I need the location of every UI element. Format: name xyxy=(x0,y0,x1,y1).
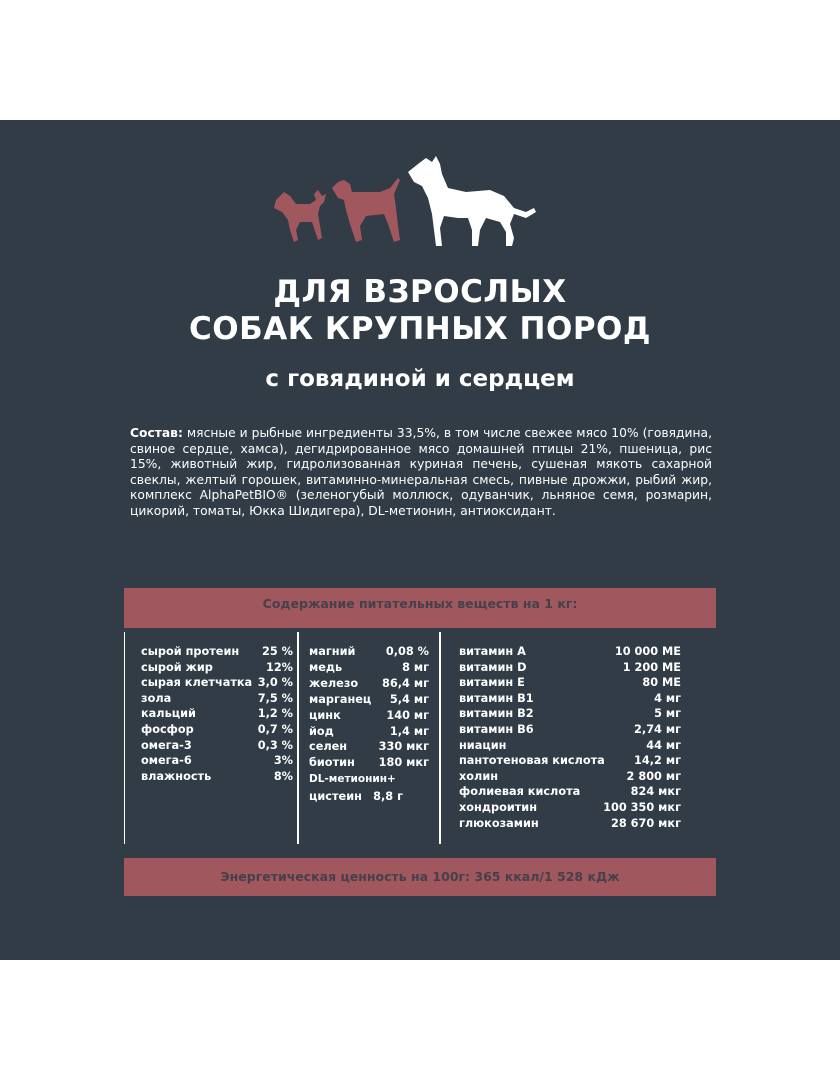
nutrient-value: 14,2 мг xyxy=(634,754,681,768)
subtitle: с говядиной и сердцем xyxy=(265,366,575,392)
nutrient-row xyxy=(141,753,293,769)
nutrient-value: 0,08 % xyxy=(385,645,429,658)
title-line-1: ДЛЯ ВЗРОСЛЫХ xyxy=(273,274,567,310)
nutrient-name: цистеин xyxy=(309,790,362,804)
nutrient-value: 0,3 % xyxy=(257,738,293,752)
nutrient-row xyxy=(309,708,429,724)
nutrient-value: 80 МЕ xyxy=(642,676,681,690)
nutrient-row xyxy=(309,644,429,660)
dog-silhouettes xyxy=(268,152,538,252)
nutrient-value: 100 350 мкг xyxy=(603,801,681,814)
nutrient-name: витамин А xyxy=(459,645,526,658)
small-dog-icon xyxy=(274,190,326,242)
nutrients-column-1 xyxy=(125,632,299,844)
nutrient-name: хондроитин xyxy=(459,801,538,814)
nutrient-name: сырой жир xyxy=(141,660,213,674)
nutrient-value: 2,74 мг xyxy=(634,723,681,736)
nutrient-name: сырая клетчатка xyxy=(141,676,253,690)
nutrient-value: 0,7 % xyxy=(257,723,293,736)
nutrient-name: глюкозамин xyxy=(459,816,539,830)
nutrient-name: кальций xyxy=(141,707,196,721)
nutrient-row xyxy=(141,706,293,722)
nutrients-table xyxy=(124,632,717,844)
nutrient-name: влажность xyxy=(141,769,212,783)
nutrient-row xyxy=(459,816,681,832)
nutrient-row xyxy=(309,724,429,740)
nutrients-header-bar: Содержание питательных веществ на 1 кг: xyxy=(124,588,716,628)
nutrient-name: витамин В1 xyxy=(459,691,534,705)
nutrient-row xyxy=(459,675,681,691)
nutrient-name: сырой протеин xyxy=(141,645,240,658)
nutrient-row xyxy=(141,722,293,738)
nutrient-value: 10 000 МЕ xyxy=(614,645,681,658)
composition-label: Состав: xyxy=(130,426,183,440)
nutrient-row xyxy=(459,644,681,660)
nutrient-row xyxy=(309,739,429,755)
nutrient-value: 180 мкг xyxy=(378,756,429,770)
nutrient-row xyxy=(459,769,681,785)
nutrient-name: пантотеновая кислота xyxy=(459,754,605,768)
nutrients-column-3 xyxy=(441,632,717,844)
nutrient-value: 2 800 мг xyxy=(626,769,681,783)
nutrient-value: 3,0 % xyxy=(257,676,293,690)
nutrient-value: 330 мкг xyxy=(378,740,429,754)
nutrient-row xyxy=(141,660,293,676)
nutrient-row xyxy=(459,753,681,769)
nutrient-row xyxy=(459,660,681,676)
nutrient-row xyxy=(141,691,293,707)
nutrient-row xyxy=(459,800,681,816)
nutrient-name: витамин Е xyxy=(459,676,525,690)
nutrient-name: фолиевая кислота xyxy=(459,785,581,799)
nutrient-value: 1,4 мг xyxy=(389,724,429,738)
nutrient-name: железо xyxy=(309,676,359,690)
nutrient-row xyxy=(459,706,681,722)
nutrient-value: 8% xyxy=(273,769,293,783)
nutrient-name: холин xyxy=(459,769,499,783)
nutrient-name: DL-метионин+ xyxy=(309,773,396,786)
nutrient-row xyxy=(459,722,681,738)
nutrient-value: 140 мг xyxy=(386,708,429,722)
nutrient-value: 1 200 МЕ xyxy=(622,660,681,674)
nutrient-name: омега-6 xyxy=(141,754,192,768)
medium-dog-icon xyxy=(332,178,400,242)
nutrient-name: витамин В6 xyxy=(459,723,534,736)
nutrient-name: биотин xyxy=(309,756,355,770)
nutrient-value: 25 % xyxy=(262,645,293,658)
nutrient-row xyxy=(141,769,293,785)
nutrient-name: омега-3 xyxy=(141,738,192,752)
nutrient-name: витамин D xyxy=(459,660,527,674)
nutrient-name: магний xyxy=(309,645,356,658)
nutrient-row xyxy=(141,675,293,691)
nutrient-value: 1,2 % xyxy=(257,707,293,721)
nutrient-value: 5,4 мг xyxy=(389,692,429,706)
nutrient-value: 5 мг xyxy=(654,707,681,721)
composition-body: мясные и рыбные ингредиенты 33,5%, в том числе свежее мясо 10% (говядина, свиное сердце, хамса), дегидрированное мясо домашней птицы 21%, пшеница, рис 15%, животный жир, гидролизованная куриная печень, сушеная мякоть сахарной свеклы, желтый горошек, витаминно-минеральная смесь, пивные дрожжи, рыбий жир, комплекс AlphaPetBIO® (зеленогубый моллюск, одуванчик, льняное семя, розмарин, цикорий, томаты, Юкка Шидигера), DL-метионин, антиоксидант. xyxy=(130,426,712,518)
nutrient-row xyxy=(141,644,293,660)
nutrient-row xyxy=(309,660,429,676)
nutrient-value: 4 мг xyxy=(654,691,681,705)
nutrient-value: 8,8 г xyxy=(373,790,403,804)
nutrient-name: ниацин xyxy=(459,738,507,752)
nutrient-value: 8 мг xyxy=(402,660,429,674)
nutrient-value: 28 670 мкг xyxy=(611,816,681,830)
large-dog-icon xyxy=(408,156,536,246)
nutrient-row xyxy=(459,691,681,707)
nutrient-row xyxy=(309,755,429,771)
nutrient-value: 3% xyxy=(273,754,293,768)
nutrient-name: цинк xyxy=(309,708,341,722)
nutrient-value: 86,4 мг xyxy=(382,676,429,690)
nutrient-name: фосфор xyxy=(141,723,194,736)
nutrient-name: зола xyxy=(141,691,172,705)
nutrient-value: 7,5 % xyxy=(257,691,293,705)
nutrient-row xyxy=(309,692,429,708)
nutrient-row xyxy=(459,738,681,754)
nutrient-row xyxy=(141,738,293,754)
nutrient-row xyxy=(309,789,429,805)
nutrient-value: 12% xyxy=(265,660,293,674)
nutrient-row xyxy=(459,784,681,800)
nutrient-name: йод xyxy=(309,724,334,738)
nutrient-name: витамин В2 xyxy=(459,707,534,721)
nutrient-value: 824 мкг xyxy=(630,785,681,799)
nutrients-column-2 xyxy=(299,632,441,844)
nutrient-value: 44 мг xyxy=(646,738,681,752)
title-line-2: СОБАК КРУПНЫХ ПОРОД xyxy=(189,311,651,347)
nutrient-name: марганец xyxy=(309,692,372,706)
nutrient-name: селен xyxy=(309,740,348,754)
energy-value-bar: Энергетическая ценность на 100г: 365 ккал/1 528 кДж xyxy=(124,858,716,896)
nutrient-row xyxy=(309,771,429,787)
nutrient-row xyxy=(309,676,429,692)
composition-text xyxy=(130,426,712,520)
nutrient-name: медь xyxy=(309,660,343,674)
